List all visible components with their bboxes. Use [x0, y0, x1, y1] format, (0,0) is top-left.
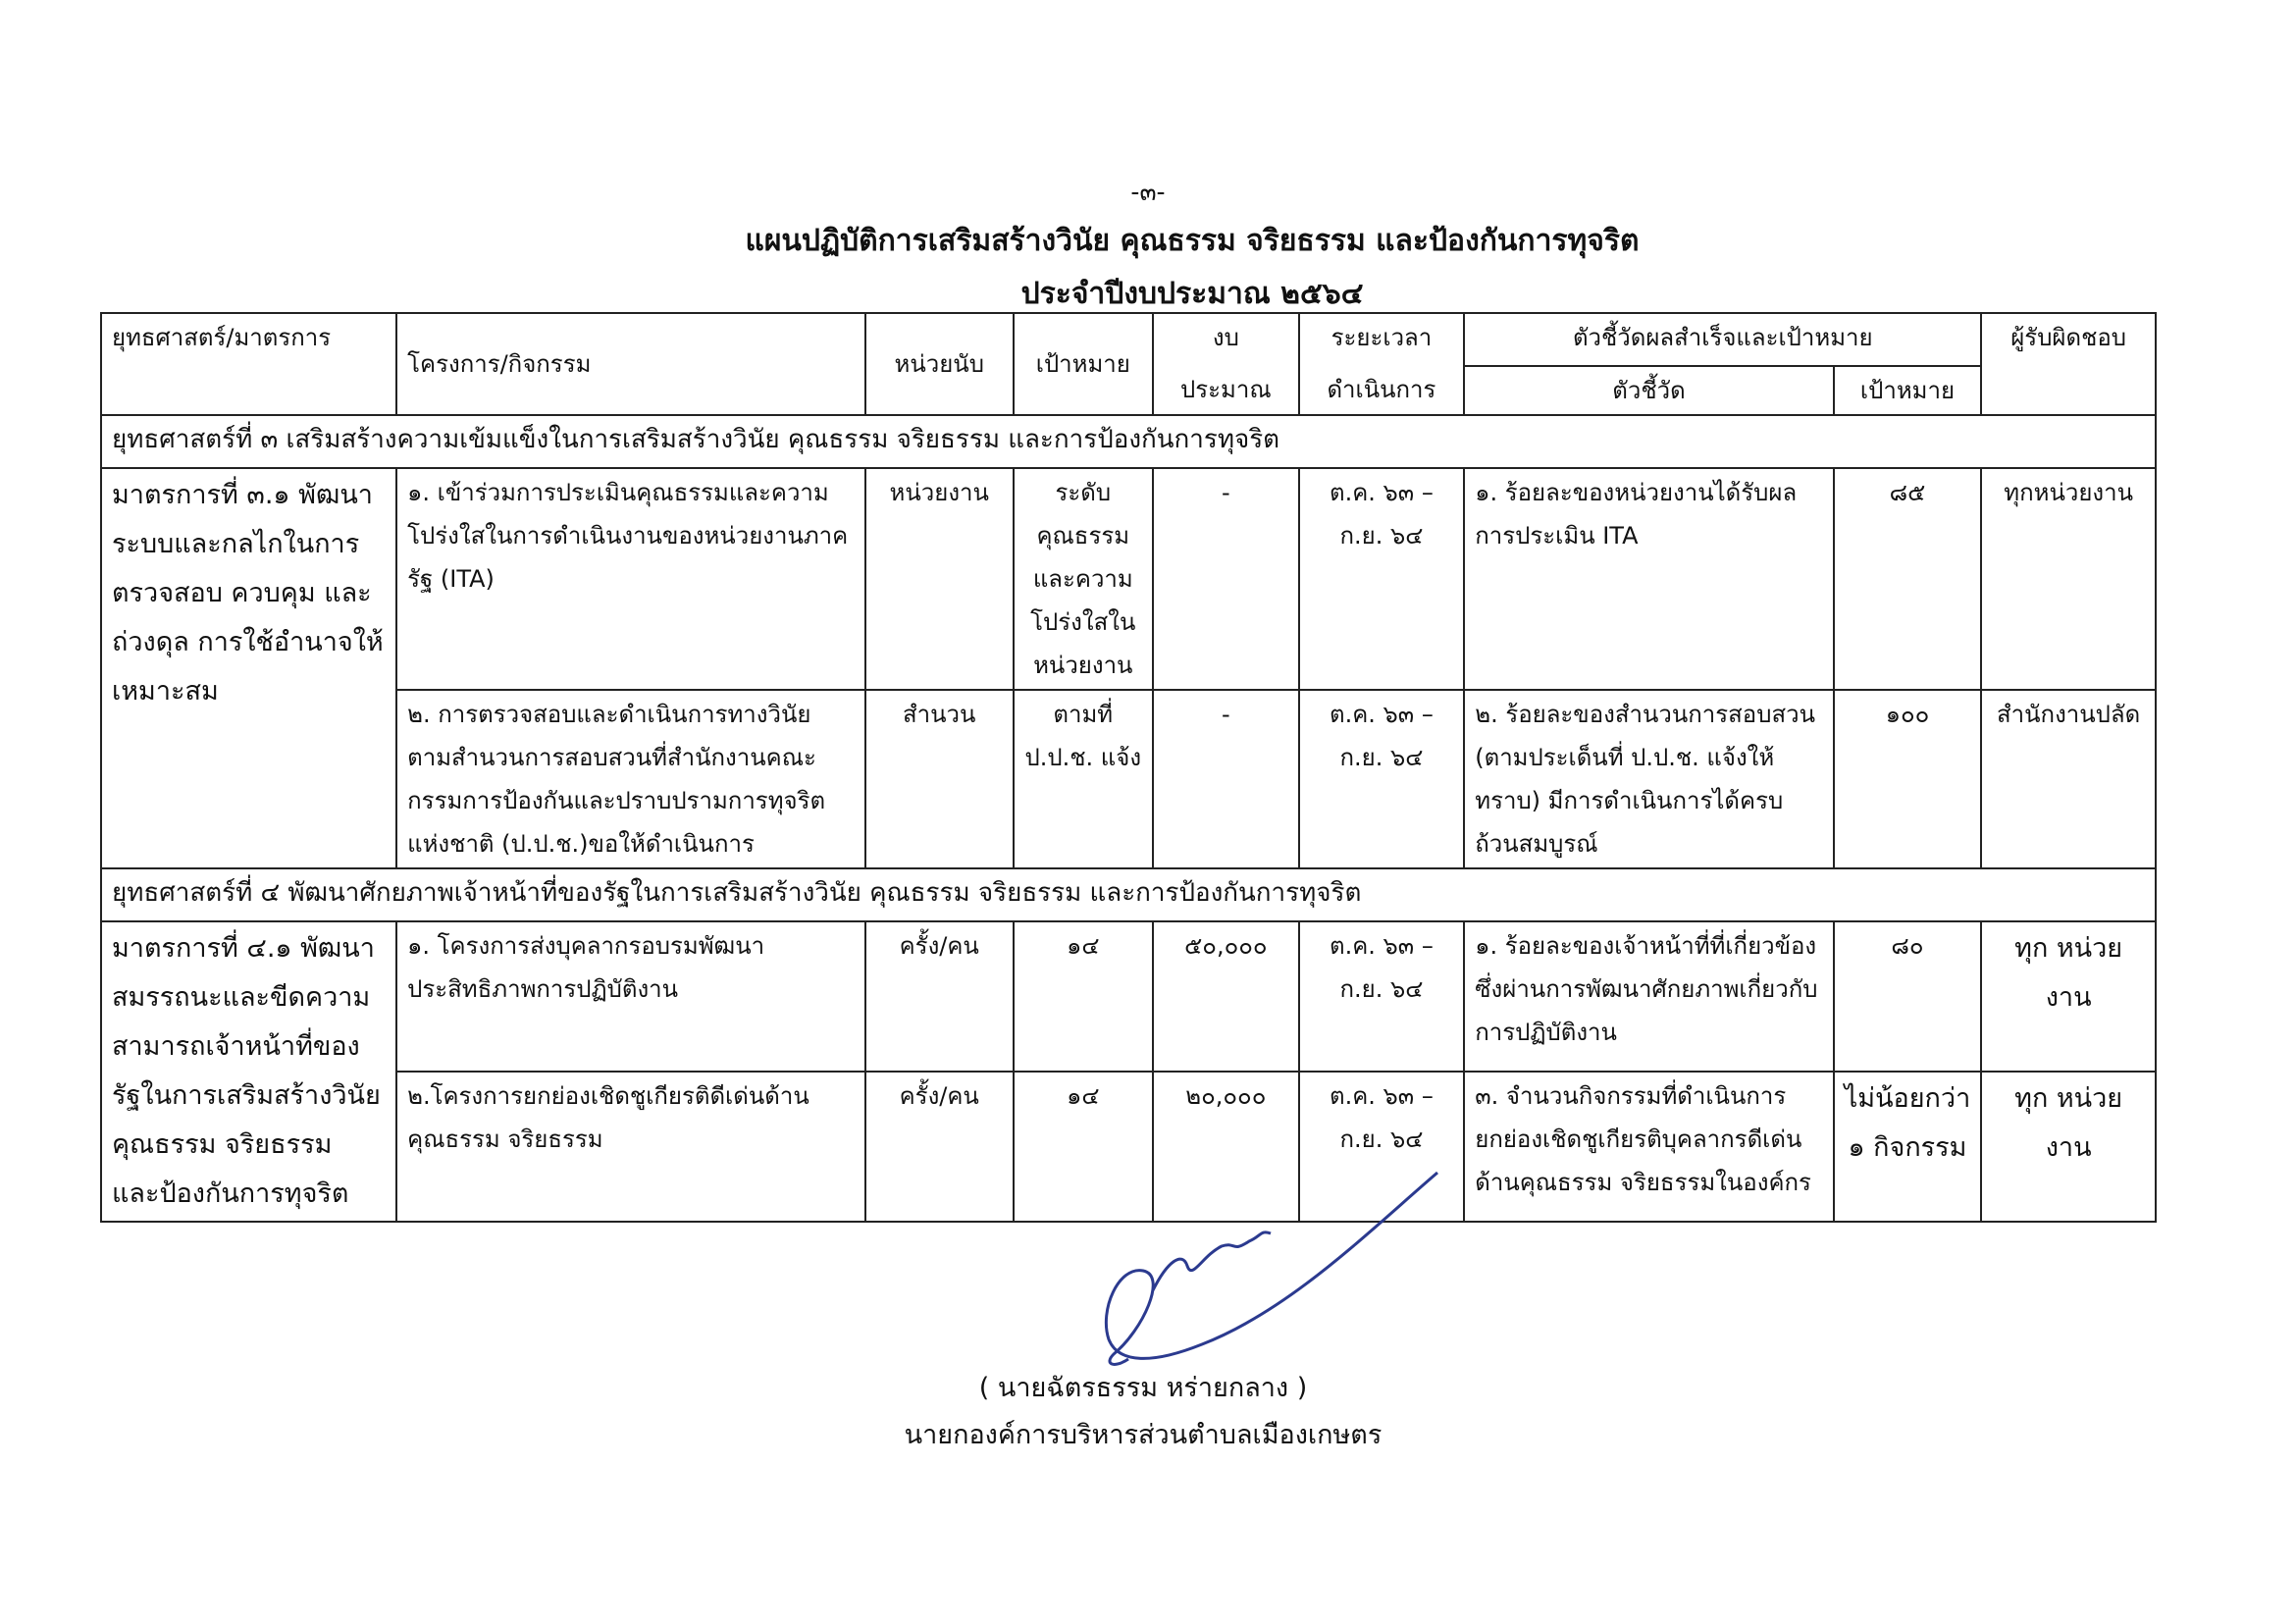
period-cell: ต.ค. ๖๓ – ก.ย. ๖๔	[1299, 468, 1465, 690]
target-cell: ๑๔	[1014, 1072, 1154, 1222]
budget-cell: ๒๐,๐๐๐	[1153, 1072, 1299, 1222]
strategy-row	[101, 415, 2156, 468]
signature-stroke-main	[1106, 1173, 1437, 1364]
budget-cell: -	[1153, 690, 1299, 868]
unit-cell: สำนวน	[865, 690, 1014, 868]
measure-cell: มาตรการที่ ๓.๑ พัฒนาระบบและกลไกในการตรวจสอบ ควบคุม และ ถ่วงดุล การใช้อำนาจให้เหมาะสม	[101, 468, 396, 868]
header-period-line2: ดำเนินการ	[1299, 366, 1465, 415]
table-row	[101, 921, 2156, 1072]
header-period-line1: ระยะเวลา	[1299, 313, 1465, 366]
strategy-title: ยุทธศาสตร์ที่ ๓ เสริมสร้างความเข้มแข็งในการเสริมสร้างวินัย คุณธรรม จริยธรรม และการป้องกันการทุจริต	[101, 415, 2156, 468]
project-cell: ๑. เข้าร่วมการประเมินคุณธรรมและความโปร่งใสในการดำเนินงานของหน่วยงานภาครัฐ (ITA)	[396, 468, 865, 690]
kpi-cell: ๓. จำนวนกิจกรรมที่ดำเนินการยกย่องเชิดชูเกียรติบุคลากรดีเด่นด้านคุณธรรม จริยธรรมในองค์กร	[1464, 1072, 1833, 1222]
unit-cell: หน่วยงาน	[865, 468, 1014, 690]
project-cell: ๒. การตรวจสอบและดำเนินการทางวินัยตามสำนวนการสอบสวนที่สำนักงานคณะกรรมการป้องกันและปราบปรามการทุจริตแห่งชาติ (ป.ป.ช.)ขอให้ดำเนินการ	[396, 690, 865, 868]
header-unit: หน่วยนับ	[865, 313, 1014, 415]
responsible-cell: ทุกหน่วยงาน	[1981, 468, 2156, 690]
header-strategy: ยุทธศาสตร์/มาตรการ	[101, 313, 396, 415]
target-cell: ระดับคุณธรรมและความโปร่งใสในหน่วยงาน	[1014, 468, 1154, 690]
header-responsible: ผู้รับผิดชอบ	[1981, 313, 2156, 415]
table-row	[101, 468, 2156, 690]
unit-cell: ครั้ง/คน	[865, 921, 1014, 1072]
target-cell: ๑๔	[1014, 921, 1154, 1072]
kpi-cell: ๑. ร้อยละของหน่วยงานได้รับผลการประเมิน ITA	[1464, 468, 1833, 690]
action-plan-table	[100, 312, 2157, 1223]
header-budget-line2: ประมาณ	[1153, 366, 1299, 415]
header-project: โครงการ/กิจกรรม	[396, 313, 865, 415]
signature-image	[1074, 1143, 1447, 1384]
measure-cell: มาตรการที่ ๔.๑ พัฒนาสมรรถนะและขีดความสามารถเจ้าหน้าที่ของรัฐในการเสริมสร้างวินัยคุณธรรม จริยธรรม และป้องกันการทุจริต	[101, 921, 396, 1222]
signer-position: นายกองค์การบริหารส่วนตำบลเมืองเกษตร	[904, 1420, 1383, 1450]
header-budget-line1: งบ	[1153, 313, 1299, 366]
signer-name: ( นายฉัตรธรรม หร่ายกลาง )	[978, 1373, 1308, 1403]
table-row	[101, 690, 2156, 868]
unit-cell: ครั้ง/คน	[865, 1072, 1014, 1222]
responsible-cell: ทุก หน่วยงาน	[1981, 1072, 2156, 1222]
header-target: เป้าหมาย	[1014, 313, 1154, 415]
kpi-cell: ๒. ร้อยละของสำนวนการสอบสวน (ตามประเด็นที่ ป.ป.ช. แจ้งให้ทราบ) มีการดำเนินการได้ครบถ้วนสมบูรณ์	[1464, 690, 1833, 868]
kpi-target-cell: ๘๕	[1834, 468, 1982, 690]
project-cell: ๒.โครงการยกย่องเชิดชูเกียรติดีเด่นด้านคุณธรรม จริยธรรม	[396, 1072, 865, 1222]
responsible-cell: ทุก หน่วยงาน	[1981, 921, 2156, 1072]
kpi-target-cell: ๘๐	[1834, 921, 1982, 1072]
strategy-row	[101, 868, 2156, 921]
header-kpi-group: ตัวชี้วัดผลสำเร็จและเป้าหมาย	[1464, 313, 1981, 366]
document-subtitle: ประจำปีงบประมาณ ๒๕๖๔	[1020, 277, 1364, 311]
header-row-top	[101, 313, 2156, 366]
responsible-cell: สำนักงานปลัด	[1981, 690, 2156, 868]
signature-stroke-flourish	[1153, 1232, 1271, 1290]
kpi-target-cell: ไม่น้อยกว่า ๑ กิจกรรม	[1834, 1072, 1982, 1222]
kpi-cell: ๑. ร้อยละของเจ้าหน้าที่ที่เกี่ยวข้องซึ่งผ่านการพัฒนาศักยภาพเกี่ยวกับการปฏิบัติงาน	[1464, 921, 1833, 1072]
budget-cell: -	[1153, 468, 1299, 690]
kpi-target-cell: ๑๐๐	[1834, 690, 1982, 868]
header-kpi: ตัวชี้วัด	[1464, 366, 1833, 415]
period-cell: ต.ค. ๖๓ – ก.ย. ๖๔	[1299, 1072, 1465, 1222]
period-cell: ต.ค. ๖๓ – ก.ย. ๖๔	[1299, 921, 1465, 1072]
project-cell: ๑. โครงการส่งบุคลากรอบรมพัฒนาประสิทธิภาพการปฏิบัติงาน	[396, 921, 865, 1072]
budget-cell: ๕๐,๐๐๐	[1153, 921, 1299, 1072]
document-title: แผนปฏิบัติการเสริมสร้างวินัย คุณธรรม จริยธรรม และป้องกันการทุจริต	[745, 224, 1640, 258]
target-cell: ตามที่ ป.ป.ช. แจ้ง	[1014, 690, 1154, 868]
strategy-title: ยุทธศาสตร์ที่ ๔ พัฒนาศักยภาพเจ้าหน้าที่ของรัฐในการเสริมสร้างวินัย คุณธรรม จริยธรรม และการป้องกันการทุจริต	[101, 868, 2156, 921]
period-cell: ต.ค. ๖๓ – ก.ย. ๖๔	[1299, 690, 1465, 868]
page-number: -๓-	[1130, 178, 1166, 206]
header-kpi-target: เป้าหมาย	[1834, 366, 1982, 415]
